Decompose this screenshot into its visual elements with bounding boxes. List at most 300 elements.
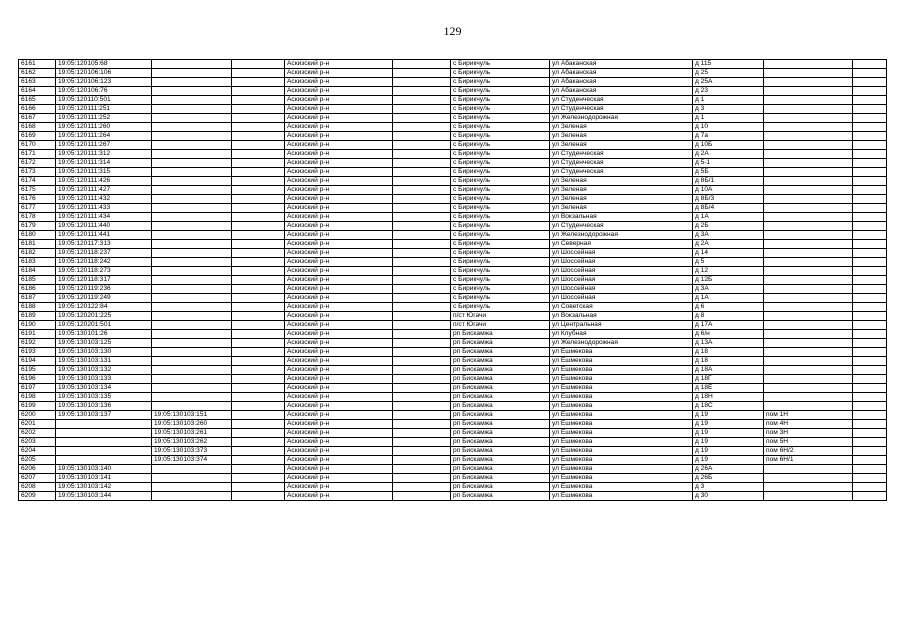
blank-b-cell bbox=[393, 222, 451, 231]
cadastral-number-cell: 19:05:120118:242 bbox=[56, 258, 152, 267]
blank-c-cell bbox=[853, 438, 887, 447]
cadastral-number-cell: 19:05:130103:131 bbox=[56, 357, 152, 366]
blank-a-cell bbox=[232, 159, 285, 168]
street-cell: ул Зеленая bbox=[550, 141, 693, 150]
street-cell: ул Шоссейная bbox=[550, 294, 693, 303]
parent-cadastral-number-cell: 19:05:130103:374 bbox=[152, 456, 232, 465]
locality-cell: рп Бискамжа bbox=[451, 384, 550, 393]
parent-cadastral-number-cell bbox=[152, 474, 232, 483]
house-cell: д 19 bbox=[693, 420, 764, 429]
blank-c-cell bbox=[853, 420, 887, 429]
district-cell: Аскизский р-н bbox=[285, 294, 393, 303]
street-cell: ул Абаканская bbox=[550, 87, 693, 96]
blank-a-cell bbox=[232, 69, 285, 78]
row-number-cell: 6191 bbox=[19, 330, 56, 339]
street-cell: ул Ешмекова bbox=[550, 357, 693, 366]
street-cell: ул Студенческая bbox=[550, 105, 693, 114]
house-cell: д 5Б bbox=[693, 168, 764, 177]
table-row bbox=[19, 357, 887, 366]
street-cell: ул Центральная bbox=[550, 321, 693, 330]
district-cell: Аскизский р-н bbox=[285, 249, 393, 258]
blank-b-cell bbox=[393, 393, 451, 402]
locality-cell: с Бирикчуль bbox=[451, 222, 550, 231]
parent-cadastral-number-cell bbox=[152, 150, 232, 159]
table-row bbox=[19, 141, 887, 150]
house-cell: д 17А bbox=[693, 321, 764, 330]
row-number-cell: 6204 bbox=[19, 447, 56, 456]
blank-a-cell bbox=[232, 240, 285, 249]
table-row bbox=[19, 276, 887, 285]
parent-cadastral-number-cell bbox=[152, 231, 232, 240]
locality-cell: с Бирикчуль bbox=[451, 303, 550, 312]
house-cell: д 3А bbox=[693, 285, 764, 294]
street-cell: ул Шоссейная bbox=[550, 276, 693, 285]
house-cell: д 23 bbox=[693, 87, 764, 96]
cadastral-number-cell: 19:05:130103:141 bbox=[56, 474, 152, 483]
street-cell: ул Зеленая bbox=[550, 177, 693, 186]
district-cell: Аскизский р-н bbox=[285, 231, 393, 240]
house-cell: д 18Е bbox=[693, 384, 764, 393]
house-cell: д 19 bbox=[693, 438, 764, 447]
table-row bbox=[19, 420, 887, 429]
premises-cell bbox=[764, 222, 853, 231]
table-row bbox=[19, 186, 887, 195]
blank-c-cell bbox=[853, 87, 887, 96]
district-cell: Аскизский р-н bbox=[285, 357, 393, 366]
premises-cell bbox=[764, 177, 853, 186]
cadastral-number-cell: 19:05:120111:427 bbox=[56, 186, 152, 195]
blank-c-cell bbox=[853, 114, 887, 123]
district-cell: Аскизский р-н bbox=[285, 78, 393, 87]
parent-cadastral-number-cell bbox=[152, 366, 232, 375]
parent-cadastral-number-cell bbox=[152, 213, 232, 222]
street-cell: ул Шоссейная bbox=[550, 249, 693, 258]
locality-cell: с Бирикчуль bbox=[451, 213, 550, 222]
blank-b-cell bbox=[393, 186, 451, 195]
table-row bbox=[19, 411, 887, 420]
row-number-cell: 6194 bbox=[19, 357, 56, 366]
street-cell: ул Зеленая bbox=[550, 195, 693, 204]
locality-cell: с Бирикчуль bbox=[451, 114, 550, 123]
house-cell: д 12 bbox=[693, 267, 764, 276]
table-row bbox=[19, 312, 887, 321]
blank-c-cell bbox=[853, 231, 887, 240]
house-cell: д 25 bbox=[693, 69, 764, 78]
row-number-cell: 6202 bbox=[19, 429, 56, 438]
blank-a-cell bbox=[232, 294, 285, 303]
row-number-cell: 6184 bbox=[19, 267, 56, 276]
premises-cell bbox=[764, 96, 853, 105]
blank-b-cell bbox=[393, 231, 451, 240]
premises-cell bbox=[764, 60, 853, 69]
blank-b-cell bbox=[393, 303, 451, 312]
cadastral-number-cell: 19:05:130103:140 bbox=[56, 465, 152, 474]
table-row bbox=[19, 204, 887, 213]
parent-cadastral-number-cell bbox=[152, 285, 232, 294]
blank-b-cell bbox=[393, 60, 451, 69]
blank-b-cell bbox=[393, 159, 451, 168]
parent-cadastral-number-cell bbox=[152, 195, 232, 204]
parent-cadastral-number-cell bbox=[152, 141, 232, 150]
blank-a-cell bbox=[232, 393, 285, 402]
locality-cell: с Бирикчуль bbox=[451, 276, 550, 285]
blank-a-cell bbox=[232, 312, 285, 321]
parent-cadastral-number-cell bbox=[152, 393, 232, 402]
premises-cell bbox=[764, 375, 853, 384]
blank-a-cell bbox=[232, 249, 285, 258]
table-row bbox=[19, 195, 887, 204]
blank-c-cell bbox=[853, 78, 887, 87]
cadastral-number-cell: 19:05:120106:123 bbox=[56, 78, 152, 87]
row-number-cell: 6173 bbox=[19, 168, 56, 177]
row-number-cell: 6181 bbox=[19, 240, 56, 249]
row-number-cell: 6176 bbox=[19, 195, 56, 204]
cadastral-number-cell: 19:05:130103:125 bbox=[56, 339, 152, 348]
blank-a-cell bbox=[232, 420, 285, 429]
table-row bbox=[19, 402, 887, 411]
blank-a-cell bbox=[232, 321, 285, 330]
table-row bbox=[19, 123, 887, 132]
cadastral-number-cell: 19:05:120117:313 bbox=[56, 240, 152, 249]
parent-cadastral-number-cell bbox=[152, 96, 232, 105]
street-cell: ул Ешмекова bbox=[550, 411, 693, 420]
table-row bbox=[19, 438, 887, 447]
parent-cadastral-number-cell bbox=[152, 222, 232, 231]
cadastral-number-cell: 19:05:120111:315 bbox=[56, 168, 152, 177]
blank-c-cell bbox=[853, 330, 887, 339]
blank-a-cell bbox=[232, 447, 285, 456]
locality-cell: рп Бискамжа bbox=[451, 420, 550, 429]
blank-b-cell bbox=[393, 168, 451, 177]
blank-a-cell bbox=[232, 114, 285, 123]
street-cell: ул Зеленая bbox=[550, 186, 693, 195]
blank-b-cell bbox=[393, 213, 451, 222]
house-cell: д 18Н bbox=[693, 393, 764, 402]
cadastral-number-cell: 19:05:120122:84 bbox=[56, 303, 152, 312]
street-cell: ул Ешмекова bbox=[550, 420, 693, 429]
district-cell: Аскизский р-н bbox=[285, 447, 393, 456]
street-cell: ул Ешмекова bbox=[550, 447, 693, 456]
street-cell: ул Ешмекова bbox=[550, 375, 693, 384]
street-cell: ул Ешмекова bbox=[550, 429, 693, 438]
table-row bbox=[19, 132, 887, 141]
blank-c-cell bbox=[853, 312, 887, 321]
blank-c-cell bbox=[853, 159, 887, 168]
blank-a-cell bbox=[232, 231, 285, 240]
table-row bbox=[19, 456, 887, 465]
cadastral-number-cell: 19:05:120111:260 bbox=[56, 123, 152, 132]
parent-cadastral-number-cell: 19:05:130103:261 bbox=[152, 429, 232, 438]
locality-cell: с Бирикчуль bbox=[451, 267, 550, 276]
blank-a-cell bbox=[232, 78, 285, 87]
table-row bbox=[19, 429, 887, 438]
street-cell: ул Абаканская bbox=[550, 69, 693, 78]
row-number-cell: 6169 bbox=[19, 132, 56, 141]
district-cell: Аскизский р-н bbox=[285, 321, 393, 330]
blank-b-cell bbox=[393, 141, 451, 150]
parent-cadastral-number-cell bbox=[152, 168, 232, 177]
premises-cell bbox=[764, 285, 853, 294]
house-cell: д 2Б bbox=[693, 222, 764, 231]
locality-cell: с Бирикчуль bbox=[451, 240, 550, 249]
blank-c-cell bbox=[853, 132, 887, 141]
parent-cadastral-number-cell bbox=[152, 276, 232, 285]
blank-c-cell bbox=[853, 483, 887, 492]
street-cell: ул Вокзальная bbox=[550, 312, 693, 321]
street-cell: ул Ешмекова bbox=[550, 465, 693, 474]
street-cell: ул Ешмекова bbox=[550, 456, 693, 465]
row-number-cell: 6164 bbox=[19, 87, 56, 96]
street-cell: ул Ешмекова bbox=[550, 393, 693, 402]
house-cell: д 10А bbox=[693, 186, 764, 195]
cadastral-number-cell: 19:05:120111:441 bbox=[56, 231, 152, 240]
house-cell: д 115 bbox=[693, 60, 764, 69]
district-cell: Аскизский р-н bbox=[285, 114, 393, 123]
locality-cell: с Бирикчуль bbox=[451, 258, 550, 267]
registry-table bbox=[18, 59, 887, 501]
table-row bbox=[19, 213, 887, 222]
locality-cell: с Бирикчуль bbox=[451, 96, 550, 105]
cadastral-number-cell: 19:05:120111:264 bbox=[56, 132, 152, 141]
row-number-cell: 6161 bbox=[19, 60, 56, 69]
parent-cadastral-number-cell bbox=[152, 177, 232, 186]
blank-a-cell bbox=[232, 186, 285, 195]
blank-a-cell bbox=[232, 411, 285, 420]
blank-b-cell bbox=[393, 357, 451, 366]
street-cell: ул Студенческая bbox=[550, 222, 693, 231]
street-cell: ул Вокзальная bbox=[550, 213, 693, 222]
table-row bbox=[19, 114, 887, 123]
house-cell: д 12Б bbox=[693, 276, 764, 285]
table-row bbox=[19, 474, 887, 483]
cadastral-number-cell: 19:05:120111:312 bbox=[56, 150, 152, 159]
row-number-cell: 6188 bbox=[19, 303, 56, 312]
parent-cadastral-number-cell bbox=[152, 249, 232, 258]
blank-a-cell bbox=[232, 276, 285, 285]
cadastral-number-cell: 19:05:130103:132 bbox=[56, 366, 152, 375]
parent-cadastral-number-cell bbox=[152, 132, 232, 141]
locality-cell: рп Бискамжа bbox=[451, 357, 550, 366]
row-number-cell: 6177 bbox=[19, 204, 56, 213]
blank-c-cell bbox=[853, 141, 887, 150]
district-cell: Аскизский р-н bbox=[285, 456, 393, 465]
parent-cadastral-number-cell: 19:05:130103:262 bbox=[152, 438, 232, 447]
blank-a-cell bbox=[232, 132, 285, 141]
table-row bbox=[19, 294, 887, 303]
row-number-cell: 6166 bbox=[19, 105, 56, 114]
district-cell: Аскизский р-н bbox=[285, 276, 393, 285]
cadastral-number-cell bbox=[56, 447, 152, 456]
premises-cell bbox=[764, 483, 853, 492]
premises-cell bbox=[764, 294, 853, 303]
district-cell: Аскизский р-н bbox=[285, 177, 393, 186]
blank-c-cell bbox=[853, 447, 887, 456]
locality-cell: рп Бискамжа bbox=[451, 438, 550, 447]
blank-c-cell bbox=[853, 429, 887, 438]
table-row bbox=[19, 447, 887, 456]
premises-cell bbox=[764, 384, 853, 393]
parent-cadastral-number-cell bbox=[152, 60, 232, 69]
blank-b-cell bbox=[393, 429, 451, 438]
parent-cadastral-number-cell bbox=[152, 105, 232, 114]
table-row bbox=[19, 267, 887, 276]
table-row bbox=[19, 375, 887, 384]
blank-b-cell bbox=[393, 258, 451, 267]
premises-cell bbox=[764, 105, 853, 114]
table-row bbox=[19, 249, 887, 258]
row-number-cell: 6179 bbox=[19, 222, 56, 231]
district-cell: Аскизский р-н bbox=[285, 312, 393, 321]
blank-c-cell bbox=[853, 357, 887, 366]
district-cell: Аскизский р-н bbox=[285, 60, 393, 69]
cadastral-number-cell: 19:05:120118:237 bbox=[56, 249, 152, 258]
blank-b-cell bbox=[393, 150, 451, 159]
district-cell: Аскизский р-н bbox=[285, 402, 393, 411]
table-row bbox=[19, 222, 887, 231]
blank-c-cell bbox=[853, 195, 887, 204]
table-row bbox=[19, 105, 887, 114]
table-row bbox=[19, 348, 887, 357]
cadastral-number-cell: 19:05:120201:501 bbox=[56, 321, 152, 330]
blank-b-cell bbox=[393, 447, 451, 456]
district-cell: Аскизский р-н bbox=[285, 87, 393, 96]
row-number-cell: 6170 bbox=[19, 141, 56, 150]
blank-b-cell bbox=[393, 402, 451, 411]
district-cell: Аскизский р-н bbox=[285, 393, 393, 402]
street-cell: ул Зеленая bbox=[550, 123, 693, 132]
locality-cell: рп Бискамжа bbox=[451, 456, 550, 465]
house-cell: д 5-1 bbox=[693, 159, 764, 168]
house-cell: д 26Б bbox=[693, 474, 764, 483]
parent-cadastral-number-cell bbox=[152, 357, 232, 366]
parent-cadastral-number-cell bbox=[152, 321, 232, 330]
parent-cadastral-number-cell bbox=[152, 402, 232, 411]
premises-cell bbox=[764, 393, 853, 402]
blank-b-cell bbox=[393, 294, 451, 303]
blank-a-cell bbox=[232, 438, 285, 447]
district-cell: Аскизский р-н bbox=[285, 258, 393, 267]
district-cell: Аскизский р-н bbox=[285, 150, 393, 159]
row-number-cell: 6185 bbox=[19, 276, 56, 285]
district-cell: Аскизский р-н bbox=[285, 222, 393, 231]
row-number-cell: 6192 bbox=[19, 339, 56, 348]
blank-a-cell bbox=[232, 375, 285, 384]
blank-c-cell bbox=[853, 411, 887, 420]
premises-cell bbox=[764, 258, 853, 267]
premises-cell bbox=[764, 366, 853, 375]
table-row bbox=[19, 258, 887, 267]
cadastral-number-cell bbox=[56, 456, 152, 465]
locality-cell: с Бирикчуль bbox=[451, 132, 550, 141]
parent-cadastral-number-cell bbox=[152, 69, 232, 78]
locality-cell: с Бирикчуль bbox=[451, 105, 550, 114]
premises-cell bbox=[764, 114, 853, 123]
blank-b-cell bbox=[393, 69, 451, 78]
street-cell: ул Ешмекова bbox=[550, 384, 693, 393]
table-row bbox=[19, 285, 887, 294]
premises-cell: пом 4Н bbox=[764, 420, 853, 429]
parent-cadastral-number-cell bbox=[152, 483, 232, 492]
locality-cell: рп Бискамжа bbox=[451, 402, 550, 411]
house-cell: д 19 bbox=[693, 447, 764, 456]
row-number-cell: 6171 bbox=[19, 150, 56, 159]
parent-cadastral-number-cell bbox=[152, 339, 232, 348]
street-cell: ул Шоссейная bbox=[550, 267, 693, 276]
house-cell: д 19 bbox=[693, 456, 764, 465]
house-cell: д 25А bbox=[693, 78, 764, 87]
blank-a-cell bbox=[232, 456, 285, 465]
blank-c-cell bbox=[853, 96, 887, 105]
blank-b-cell bbox=[393, 375, 451, 384]
blank-c-cell bbox=[853, 186, 887, 195]
blank-b-cell bbox=[393, 492, 451, 501]
cadastral-number-cell: 19:05:130103:135 bbox=[56, 393, 152, 402]
blank-a-cell bbox=[232, 60, 285, 69]
blank-b-cell bbox=[393, 267, 451, 276]
cadastral-number-cell: 19:05:120111:252 bbox=[56, 114, 152, 123]
district-cell: Аскизский р-н bbox=[285, 186, 393, 195]
row-number-cell: 6201 bbox=[19, 420, 56, 429]
locality-cell: с Бирикчуль bbox=[451, 141, 550, 150]
street-cell: ул Ешмекова bbox=[550, 402, 693, 411]
house-cell: д 18Г bbox=[693, 375, 764, 384]
locality-cell: с Бирикчуль bbox=[451, 285, 550, 294]
premises-cell: пом 5Н bbox=[764, 438, 853, 447]
house-cell: д 8Б/4 bbox=[693, 204, 764, 213]
house-cell: д 8 bbox=[693, 312, 764, 321]
premises-cell bbox=[764, 204, 853, 213]
cadastral-number-cell: 19:05:120111:251 bbox=[56, 105, 152, 114]
table-row bbox=[19, 384, 887, 393]
blank-b-cell bbox=[393, 195, 451, 204]
premises-cell bbox=[764, 132, 853, 141]
locality-cell: рп Бискамжа bbox=[451, 411, 550, 420]
street-cell: ул Ешмекова bbox=[550, 492, 693, 501]
blank-a-cell bbox=[232, 330, 285, 339]
house-cell: д 6 bbox=[693, 303, 764, 312]
locality-cell: п/ст Югачи bbox=[451, 321, 550, 330]
street-cell: ул Абаканская bbox=[550, 78, 693, 87]
blank-c-cell bbox=[853, 177, 887, 186]
district-cell: Аскизский р-н bbox=[285, 123, 393, 132]
street-cell: ул Советская bbox=[550, 303, 693, 312]
parent-cadastral-number-cell bbox=[152, 114, 232, 123]
blank-b-cell bbox=[393, 483, 451, 492]
row-number-cell: 6197 bbox=[19, 384, 56, 393]
house-cell: д 3 bbox=[693, 483, 764, 492]
house-cell: д 8Б/3 bbox=[693, 195, 764, 204]
parent-cadastral-number-cell bbox=[152, 204, 232, 213]
blank-c-cell bbox=[853, 456, 887, 465]
table-row bbox=[19, 78, 887, 87]
blank-a-cell bbox=[232, 267, 285, 276]
blank-a-cell bbox=[232, 258, 285, 267]
row-number-cell: 6190 bbox=[19, 321, 56, 330]
premises-cell bbox=[764, 87, 853, 96]
locality-cell: рп Бискамжа bbox=[451, 366, 550, 375]
blank-c-cell bbox=[853, 249, 887, 258]
premises-cell bbox=[764, 150, 853, 159]
premises-cell bbox=[764, 195, 853, 204]
row-number-cell: 6196 bbox=[19, 375, 56, 384]
locality-cell: с Бирикчуль bbox=[451, 186, 550, 195]
row-number-cell: 6206 bbox=[19, 465, 56, 474]
premises-cell bbox=[764, 267, 853, 276]
district-cell: Аскизский р-н bbox=[285, 366, 393, 375]
locality-cell: с Бирикчуль bbox=[451, 249, 550, 258]
parent-cadastral-number-cell bbox=[152, 303, 232, 312]
locality-cell: с Бирикчуль bbox=[451, 177, 550, 186]
